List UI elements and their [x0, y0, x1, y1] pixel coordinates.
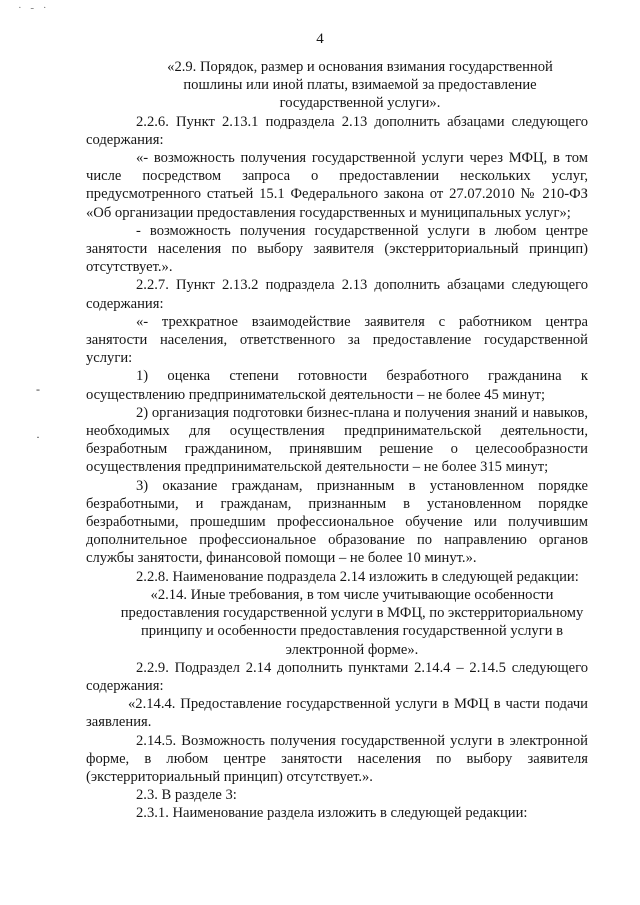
- paragraph-mfc-option: «- возможность получения государственной услуги через МФЦ, в том числе посредством запроса о предоставлении нескольких услуг, предусмотренного статьей 15.1 Федерального закона от 27.07.2010 № 210-ФЗ «Об организации предоставления государственных и муниципальных услуг»;: [86, 150, 588, 221]
- paragraph-threefold-interaction: «- трехкратное взаимодействие заявителя с работником центра занятости населения, ответственного за предоставление государственной услуги:: [86, 313, 588, 367]
- margin-mark: ·: [36, 430, 40, 444]
- list-item-2: 2) организация подготовки бизнес-плана и получения знаний и навыков, необходимых для осуществления предпринимательской деятельности, безработным гражданином, принявшим решение о целесообразности осуществления предпринимательской деятельности – не более 315 минут;: [86, 404, 588, 476]
- paragraph-2-2-9: 2.2.9. Подраздел 2.14 дополнить пунктами 2.14.4 – 2.14.5 следующего содержания:: [86, 659, 588, 694]
- paragraph-2-2-6: 2.2.6. Пункт 2.13.1 подраздела 2.13 дополнить абзацами следующего содержания:: [86, 113, 588, 148]
- paragraph-2-2-7: 2.2.7. Пункт 2.13.2 подраздела 2.13 дополнить абзацами следующего содержания:: [86, 277, 588, 312]
- document-body: [86, 58, 588, 823]
- scan-artifact: · - ·: [18, 2, 50, 14]
- paragraph-2-14-4: «2.14.4. Предоставление государственной услуги в МФЦ в части подачи заявления.: [86, 696, 588, 731]
- list-item-3: 3) оказание гражданам, признанным в установленном порядке безработными, и гражданам, признанным в установленном порядке безработными, прошедшим профессиональное обучение или получившим дополнительное профессиональное образование по направлению органов службы занятости, финансовой помощи – не более 10 минут.».: [86, 477, 588, 567]
- paragraph-2-3-1: 2.3.1. Наименование раздела изложить в следующей редакции:: [136, 805, 528, 822]
- list-item-1: 1) оценка степени готовности безработного гражданина к осуществлению предпринимательской деятельности – не более 45 минут;: [86, 368, 588, 403]
- section-heading-2-14: «2.14. Иные требования, в том числе учитывающие особенности предоставления государственной услуги в МФЦ, по экстерриториальному принципу и особенности предоставления государственной услуги в электронной форме».: [120, 586, 584, 658]
- section-heading-2-9: «2.9. Порядок, размер и основания взимания государственной пошлины или иной платы, взимаемой за предоставление государственной услуги».: [167, 59, 553, 112]
- paragraph-2-3: 2.3. В разделе 3:: [136, 787, 237, 804]
- paragraph-2-14-5: 2.14.5. Возможность получения государственной услуги в электронной форме, в любом центре занятости населения по выбору заявителя (экстерриториальный принцип) отсутствует.».: [86, 732, 588, 785]
- paragraph-2-2-8: 2.2.8. Наименование подраздела 2.14 изложить в следующей редакции:: [136, 568, 579, 585]
- margin-mark: -: [36, 382, 40, 396]
- paragraph-extraterritorial: - возможность получения государственной услуги в любом центре занятости населения по выбору заявителя (экстерриториальный принцип) отсутствует.».: [86, 222, 588, 276]
- page-number: 4: [316, 31, 324, 47]
